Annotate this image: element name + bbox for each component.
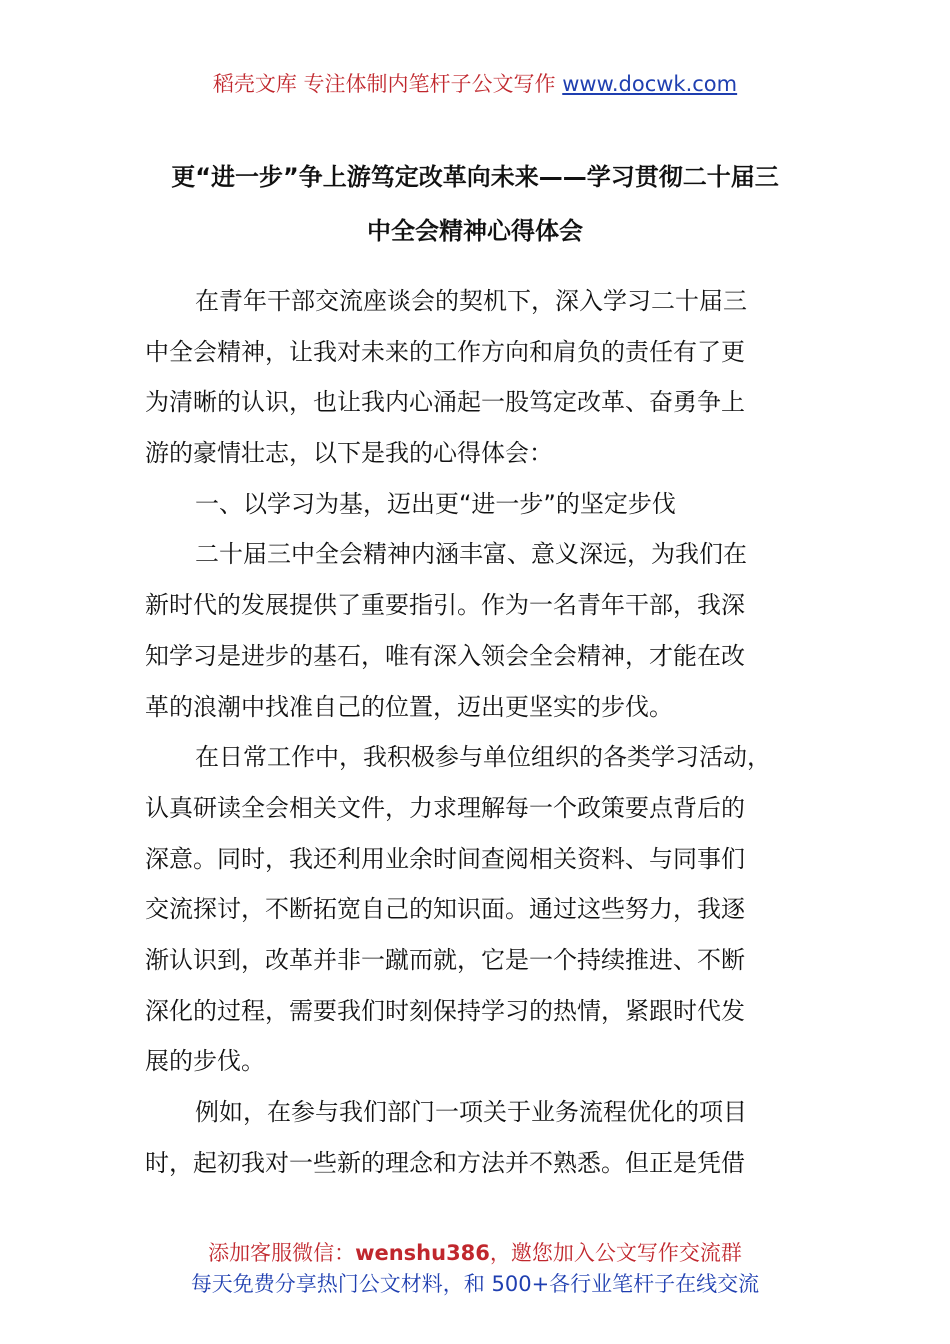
body-line: 新时代的发展提供了重要指引。作为一名青年干部，我深 — [145, 591, 745, 620]
document-footer — [0, 1238, 950, 1300]
document-body — [145, 276, 835, 1188]
body-line: 游的豪情壮志，以下是我的心得体会： — [145, 439, 553, 468]
body-line: 在日常工作中，我积极参与单位组织的各类学习活动， — [195, 743, 771, 772]
header-url-link[interactable]: www.docwk.com — [562, 72, 738, 96]
body-line: 深意。同时，我还利用业余时间查阅相关资料、与同事们 — [145, 844, 745, 873]
footer-wechat-prefix: 添加客服微信： — [208, 1241, 356, 1265]
body-line: 深化的过程，需要我们时刻保持学习的热情，紧跟时代发 — [145, 996, 745, 1025]
body-line: 例如，在参与我们部门一项关于业务流程优化的项目 — [195, 1098, 747, 1126]
body-line: 交流探讨，不断拓宽自己的知识面。通过这些努力，我逐 — [145, 895, 745, 924]
body-line: 二十届三中全会精神内涵丰富、意义深远，为我们在 — [195, 540, 747, 569]
footer-wechat-id: wenshu386 — [355, 1241, 490, 1265]
body-line: 中全会精神，让我对未来的工作方向和肩负的责任有了更 — [145, 337, 745, 366]
footer-wechat-suffix: ，邀您加入公文写作交流群 — [489, 1241, 742, 1265]
title-line-2: 中全会精神心得体会 — [367, 217, 583, 245]
section-heading: 一、以学习为基，迈出更“进一步”的坚定步伐 — [195, 489, 676, 518]
title-line-1: 更“进一步”争上游笃定改革向未来——学习贯彻二十届三 — [171, 163, 779, 191]
body-line: 在青年干部交流座谈会的契机下，深入学习二十届三 — [195, 287, 747, 315]
body-line: 知学习是进步的基石，唯有深入领会全会精神，才能在改 — [145, 641, 745, 670]
body-line: 为清晰的认识，也让我内心涌起一股笃定改革、奋勇争上 — [145, 388, 745, 417]
footer-wechat-line — [0, 1238, 950, 1269]
document-header — [0, 66, 950, 102]
body-line: 认真研读全会相关文件，力求理解每一个政策要点背后的 — [145, 793, 745, 822]
body-line: 时，起初我对一些新的理念和方法并不熟悉。但正是凭借 — [145, 1148, 745, 1177]
body-line: 革的浪潮中找准自己的位置，迈出更坚实的步伐。 — [145, 692, 673, 721]
header-brand-text: 稻壳文库 专注体制内笔杆子公文写作 — [212, 72, 556, 96]
footer-promo-line: 每天免费分享热门公文材料，和 500+各行业笔杆子在线交流 — [190, 1272, 760, 1296]
body-line: 展的步伐。 — [145, 1047, 265, 1076]
document-title — [0, 150, 950, 258]
body-line: 渐认识到，改革并非一蹴而就，它是一个持续推进、不断 — [145, 945, 745, 974]
